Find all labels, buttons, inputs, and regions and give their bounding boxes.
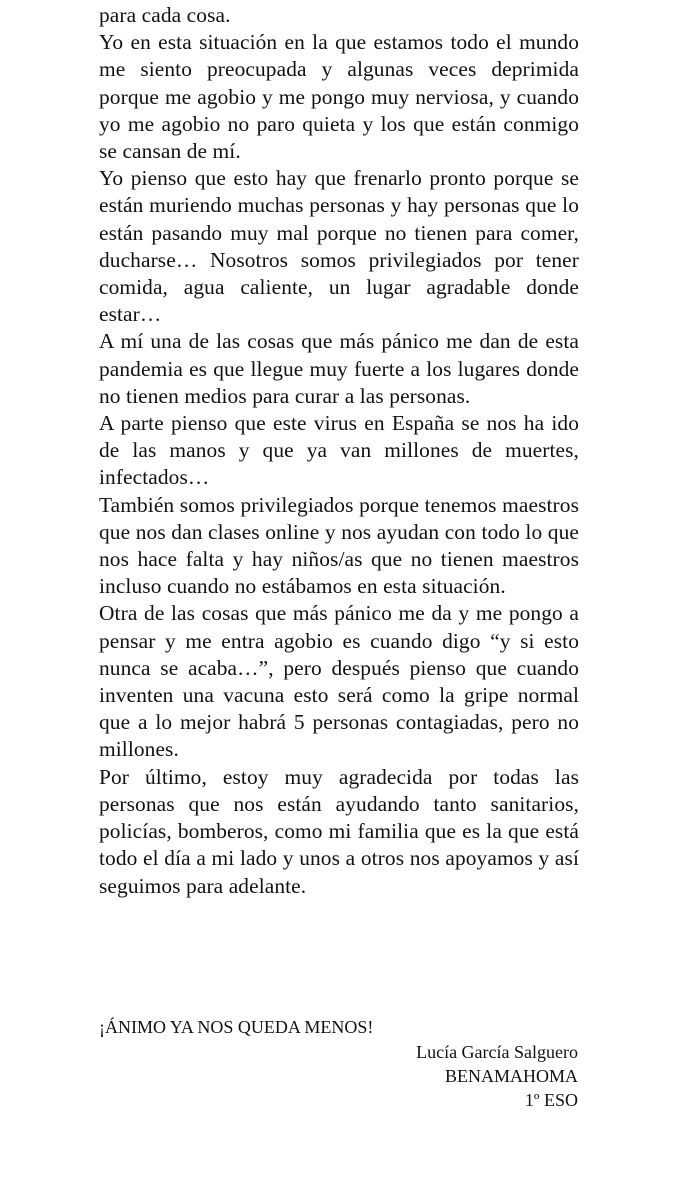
paragraph-1: para cada cosa. xyxy=(99,3,231,27)
paragraph-3: Yo pienso que esto hay que frenarlo pronto porque se están muriendo muchas personas y hay personas que lo están pasando muy mal porque no tienen para comer, ducharse… Nosotros somos privilegiados por tener comida, agua caliente, un lugar agradable donde estar… xyxy=(99,166,579,327)
closing-line: ¡ÁNIMO YA NOS QUEDA MENOS! xyxy=(99,1017,374,1037)
author-grade: 1º ESO xyxy=(524,1090,578,1110)
paragraph-7: Otra de las cosas que más pánico me da y me pongo a pensar y me entra agobio es cuando digo “y si esto nunca se acaba…”, pero después pienso que cuando inventen una vacuna esto será como la gripe normal que a lo mejor habrá 5 personas contagiadas, pero no millones. xyxy=(99,601,579,762)
signature-block xyxy=(416,1040,578,1112)
paragraph-6: También somos privilegiados porque tenemos maestros que nos dan clases online y nos ayudan con todo lo que nos hace falta y hay niños/as que no tienen maestros incluso cuando no estábamos en esta situación. xyxy=(99,492,579,599)
author-name: Lucía García Salguero xyxy=(416,1042,578,1062)
paragraph-4: A mí una de las cosas que más pánico me dan de esta pandemia es que llegue muy fuerte a los lugares donde no tienen medios para curar a las personas. xyxy=(99,329,579,408)
paragraph-2: Yo en esta situación en la que estamos todo el mundo me siento preocupada y algunas veces deprimida porque me agobio y me pongo muy nerviosa, y cuando yo me agobio no paro quieta y los que están conmigo se cansan de mí. xyxy=(99,30,579,164)
paragraph-5: A parte pienso que este virus en España se nos ha ido de las manos y que ya van millones de muertes, infectados… xyxy=(99,411,579,490)
letter-body xyxy=(99,2,579,900)
author-town: BENAMAHOMA xyxy=(444,1066,578,1086)
paragraph-8: Por último, estoy muy agradecida por todas las personas que nos están ayudando tanto sanitarios, policías, bomberos, como mi familia que es la que está todo el día a mi lado y unos a otros nos apoyamos y así seguimos para adelante. xyxy=(99,764,579,898)
